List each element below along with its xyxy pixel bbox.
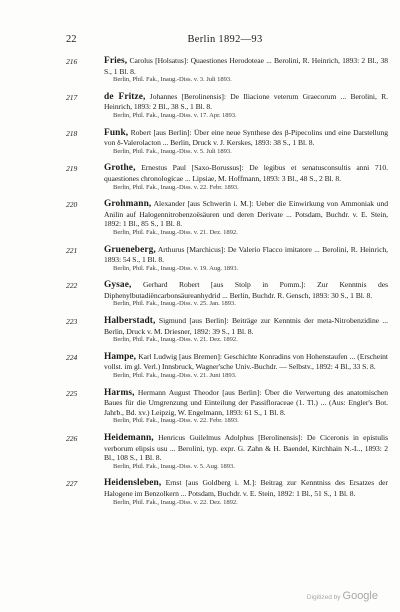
entry-citation: Ernestus Paul [Saxo-Borussus]: De legibus et senatusconsultis anni 710. quaestiones chronologicae ... Lipsiae, M. Hoffmann, 1893: 3 Bl., 48 S., 2 Bl. 8. [104,163,388,183]
author-name: Grohmann, [104,199,152,210]
dissertation-note: Berlin, Phil. Fak., Inaug.-Diss. v. 17. Apr. 1893. [113,111,237,119]
entry-number: 226 [66,434,78,443]
bibliography-entry [66,163,388,192]
entry-list [66,56,388,514]
author-name: Grothe, [104,163,136,174]
dissertation-note: Berlin, Phil. Fak., Inaug.-Diss. v. 22. Dez. 1892. [113,498,238,506]
author-name: Grueneberg, [104,244,156,255]
dissertation-note: Berlin, Phil. Fak., Inaug.-Diss. v. 3. Juli 1893. [113,76,232,84]
entry-number: 225 [66,388,78,398]
author-name: Heidensleben, [104,478,162,489]
entry-body [104,280,388,300]
dissertation-note: Berlin, Phil. Fak., Inaug.-Diss. v. 22. Febr. 1893. [113,183,239,191]
entry-citation: Sigmund [aus Berlin]: Beiträge zur Kenntnis der meta-Nitrobenzidine ... Berlin, Druck v. M. Driesner, 1892: 39 S., 1 Bl. 8. [104,316,388,336]
dissertation-note: Berlin, Phil. Fak., Inaug.-Diss. v. 21. Dez. 1892. [113,228,238,236]
entry-number: 217 [66,92,78,102]
dissertation-note: Berlin, Phil. Fak., Inaug.-Diss. v. 25. Jan. 1893. [113,300,236,308]
author-name: Funk, [104,127,129,138]
entry-citation: Gerhard Robert [aus Stolp in Pomm.]: Zur Kenntnis des Diphenylbutadiëncarbonsäureanhydrid ... Berlin, Buchdr. R. Gensch, 1893: 30 S., 1 Bl. 8. [104,280,388,300]
dissertation-note: Berlin, Phil. Fak., Inaug.-Diss. v. 22. Febr. 1893. [113,417,239,425]
entry-citation: Henricus Guilelmus Adolphus [Berolinensis]: De Ciceronis in epistulis verborum elipsis usu ... Berolini, typ. expr. G. Zahn & H. Baendel, Kirchhain N.-L., 1893: 2 Bl., 108 S., 1 Bl. 8. [104,433,388,463]
author-name: Gysae, [104,280,132,291]
author-name: Heidemann, [104,433,154,443]
bibliography-entry [66,245,388,274]
entry-body [104,92,388,112]
entry-body [104,352,388,372]
author-name: de Fritze, [104,91,146,102]
dissertation-note: Berlin, Phil. Fak., Inaug.-Diss. v. 21. Juni 1893. [113,372,237,380]
author-name: Hampe, [104,351,137,362]
entry-body [104,128,388,148]
entry-number: 218 [66,128,78,138]
entry-body [104,388,388,418]
watermark-prefix: Digitized by [306,594,341,601]
entry-body [104,316,388,336]
dissertation-note: Berlin, Phil. Fak., Inaug.-Diss. v. 5. Aug. 1893. [113,462,235,470]
dissertation-note: Berlin, Phil. Fak., Inaug.-Diss. v. 5. Juli 1893. [113,147,232,155]
entry-body [104,56,388,76]
entry-citation: Carolus [Holsatus]: Quaestiones Herodoteae ... Berolini, R. Heinrich, 1893: 2 Bl., 38 S., 1 Bl. 8. [104,56,388,76]
entry-number: 223 [66,317,78,327]
entry-body [104,199,388,229]
bibliography-entry [66,478,388,507]
bibliography-entry [66,128,388,157]
dissertation-note: Berlin, Phil. Fak., Inaug.-Diss. v. 21. Dez. 1892. [113,336,238,344]
bibliography-entry [66,352,388,381]
bibliography-entry [66,316,388,345]
entry-body [104,433,388,463]
entry-number: 216 [66,57,78,66]
bibliography-entry [66,92,388,121]
entry-number: 227 [66,479,78,489]
google-watermark [307,590,378,602]
entry-body [104,245,388,265]
entry-number: 220 [66,200,78,210]
entry-citation: Karl Ludwig [aus Bremen]: Geschichte Konradins von Hohenstaufen ... (Erscheint vollst. im gl. Verl.) Innsbruck, Wagner'sche Univ.-Buchdr. — Selbstv., 1892: 4 Bl., 33 S. 8. [104,351,388,372]
author-name: Halberstadt, [104,316,156,327]
bibliography-entry [66,433,388,471]
bibliography-entry [66,199,388,237]
entry-citation: Arthurus [Marchicus]: De Valerio Flacco imitatore ... Berolini, R. Heinrich, 1893: 54 S., 1 Bl. 8. [104,244,388,265]
entry-body [104,478,388,498]
running-title: Berlin 1892—93 [187,34,263,45]
entry-number: 222 [66,281,78,291]
entry-citation: Johannes [Berolinensis]: De Iliacione veterum Graecorum ... Berolini, R. Heinrich, 1893: 2 Bl., 38 S., 1 Bl. 8. [104,91,388,112]
entry-citation: Robert [aus Berlin]: Über eine neue Synthese des β-Pipecolins und eine Darstellung von δ-Valerolacton ... Berlin, Druck v. J. Kerskes, 1893: 38 S., 1 Bl. 8. [104,127,388,148]
watermark-brand: Google [342,590,378,602]
entry-number: 221 [66,245,78,255]
entry-body [104,163,388,183]
entry-citation: Alexander [aus Schwerin i. M.]: Ueber die Einwirkung von Ammoniak und Anilin auf Halogennitrobenzoësäuren und deren Derivate ... Potsdam, Buchdr. v. E. Stein, 1892: 1 Bl., 85 S., 1 Bl. 8. [104,199,388,229]
entry-citation: Hermann August Theodor [aus Berlin]: Über die Verwertung des anatomischen Baues für die Umgrenzung und Einteilung der Passifloraceae (1. Tl.) ... (Aus: Engler's Bot. Jahrb., Bd. xv.) Leipzig, W. Engelmann, 1893: 61 S., 1 Bl. 8. [104,387,388,417]
bibliography-entry [66,56,388,85]
bibliography-entry [66,388,388,426]
page-header [66,34,384,48]
bibliography-entry [66,280,388,309]
entry-number: 224 [66,352,78,362]
page-number: 22 [66,34,77,45]
author-name: Fries, [104,56,128,66]
entry-citation: Ernst [aus Goldberg i. M.]: Beitrag zur Kenntniss des Ersatzes der Halogene im Benzolkern ... Potsdam, Buchdr. v. E. Stein, 1892: 1 Bl., 51 S., 1 Bl. 8. [104,478,388,498]
author-name: Harms, [104,387,135,398]
dissertation-note: Berlin, Phil. Fak., Inaug.-Diss. v. 19. Aug. 1893. [113,264,239,272]
entry-number: 219 [66,164,78,174]
